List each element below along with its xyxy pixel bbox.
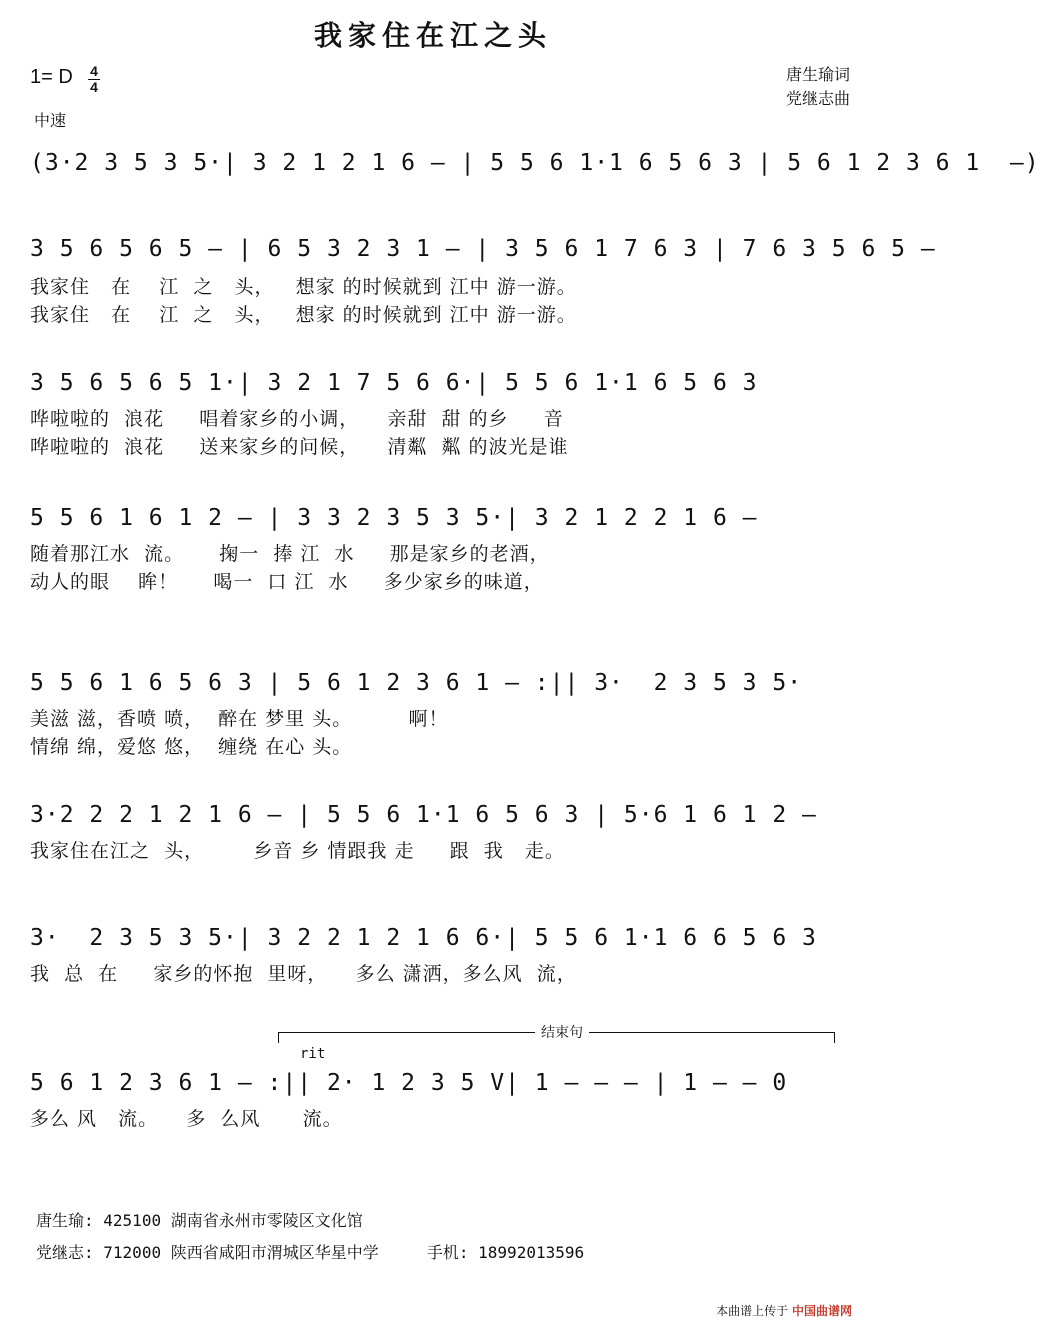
lyrics-verse-1: 随着那江水 流。 掬一 捧 江 水 那是家乡的老酒， <box>30 543 550 565</box>
contact-line-1 <box>36 1208 363 1231</box>
upload-footer <box>716 1302 852 1319</box>
score-system-8 <box>0 1070 866 1140</box>
contact-name: 党继志: <box>36 1243 94 1262</box>
lyrics-verse-2: 我家住 在 江 之 头， 想家 的时候就到 江中 游一游。 <box>30 304 577 326</box>
contact-phone: 手机: 18992013596 <box>426 1243 585 1262</box>
coda-label: 结束句 <box>535 1022 589 1042</box>
notes-line: 3·2 2 2 1 2 1 6 — | 5 5 6 1·1 6 5 6 3 | 5·6 1 6 1 2 — <box>30 802 817 828</box>
contact-text: 425100 湖南省永州市零陵区文化馆 <box>103 1211 363 1230</box>
score-system-1 <box>0 150 1040 190</box>
time-signature-top: 4 <box>90 63 98 79</box>
lyrics-verse-1: 我家住在江之 头， 乡音 乡 情跟我 走 跟 我 走。 <box>30 840 565 862</box>
lyricist-credit: 唐生瑜词 <box>785 65 850 84</box>
notes-line: 5 5 6 1 6 1 2 — | 3 3 2 3 5 3 5·| 3 2 1 2 2 1 6 — <box>30 505 758 531</box>
contact-line-2 <box>36 1240 584 1263</box>
lyrics-verse-2: 哗啦啦的 浪花 送来家乡的问候， 清粼 粼 的波光是谁 <box>30 436 569 458</box>
key-signature: 1= D <box>30 66 73 88</box>
score-system-5 <box>0 670 866 765</box>
score-system-7 <box>0 925 866 995</box>
lyrics-verse-2: 动人的眼 眸！ 喝一 口 江 水 多少家乡的味道， <box>30 571 544 593</box>
notes-line: 3 5 6 5 6 5 — | 6 5 3 2 3 1 — | 3 5 6 1 7 6 3 | 7 6 3 5 6 5 — <box>30 236 936 262</box>
footer-prefix: 本曲谱上传于 <box>716 1304 789 1318</box>
song-title: 我家住在江之头 <box>313 19 552 52</box>
notes-line: 5 6 1 2 3 6 1 — :|| 2· 1 2 3 5 V| 1 — — — | 1 — — 0 <box>30 1070 788 1096</box>
rit-marking: rit <box>300 1046 326 1062</box>
lyrics-verse-1: 我家住 在 江 之 头， 想家 的时候就到 江中 游一游。 <box>30 276 577 298</box>
composer-credit: 党继志曲 <box>785 89 850 108</box>
lyrics-verse-1: 哗啦啦的 浪花 唱着家乡的小调， 亲甜 甜 的乡 音 <box>30 408 564 430</box>
lyrics-verse-1: 我 总 在 家乡的怀抱 里呀， 多么 潇洒，多么风 流， <box>30 963 577 985</box>
contact-text: 712000 陕西省咸阳市渭城区华星中学 <box>103 1243 379 1262</box>
lyrics-verse-1: 多么 风 流。 多 么风 流。 <box>30 1108 343 1130</box>
notes-line: 5 5 6 1 6 5 6 3 | 5 6 1 2 3 6 1 — :|| 3· 2 3 5 3 5· <box>30 670 803 696</box>
notes-line: 3· 2 3 5 3 5·| 3 2 2 1 2 1 6 6·| 5 5 6 1·1 6 6 5 6 3 <box>30 925 817 951</box>
notes-line: 3 5 6 5 6 5 1·| 3 2 1 7 5 6 6·| 5 5 6 1·1 6 5 6 3 <box>30 370 758 396</box>
score-system-6 <box>0 802 866 872</box>
score-system-4 <box>0 505 866 600</box>
time-signature-bottom: 4 <box>90 79 98 95</box>
notes-line: (3·2 3 5 3 5·| 3 2 1 2 1 6 — | 5 5 6 1·1 6 5 6 3 | 5 6 1 2 3 6 1 —) <box>30 150 1040 176</box>
site-logo[interactable]: 中国曲谱网 <box>791 1304 852 1318</box>
time-signature <box>88 64 100 95</box>
score-system-2 <box>0 236 936 331</box>
contact-name: 唐生瑜: <box>36 1211 94 1230</box>
score-system-3 <box>0 370 866 465</box>
lyrics-verse-2: 情绵 绵，爱悠 悠， 缠绕 在心 头。 <box>30 736 353 758</box>
tempo-marking: 中速 <box>34 111 67 130</box>
lyrics-verse-1: 美滋 滋，香喷 喷， 醉在 梦里 头。 啊！ <box>30 708 449 730</box>
